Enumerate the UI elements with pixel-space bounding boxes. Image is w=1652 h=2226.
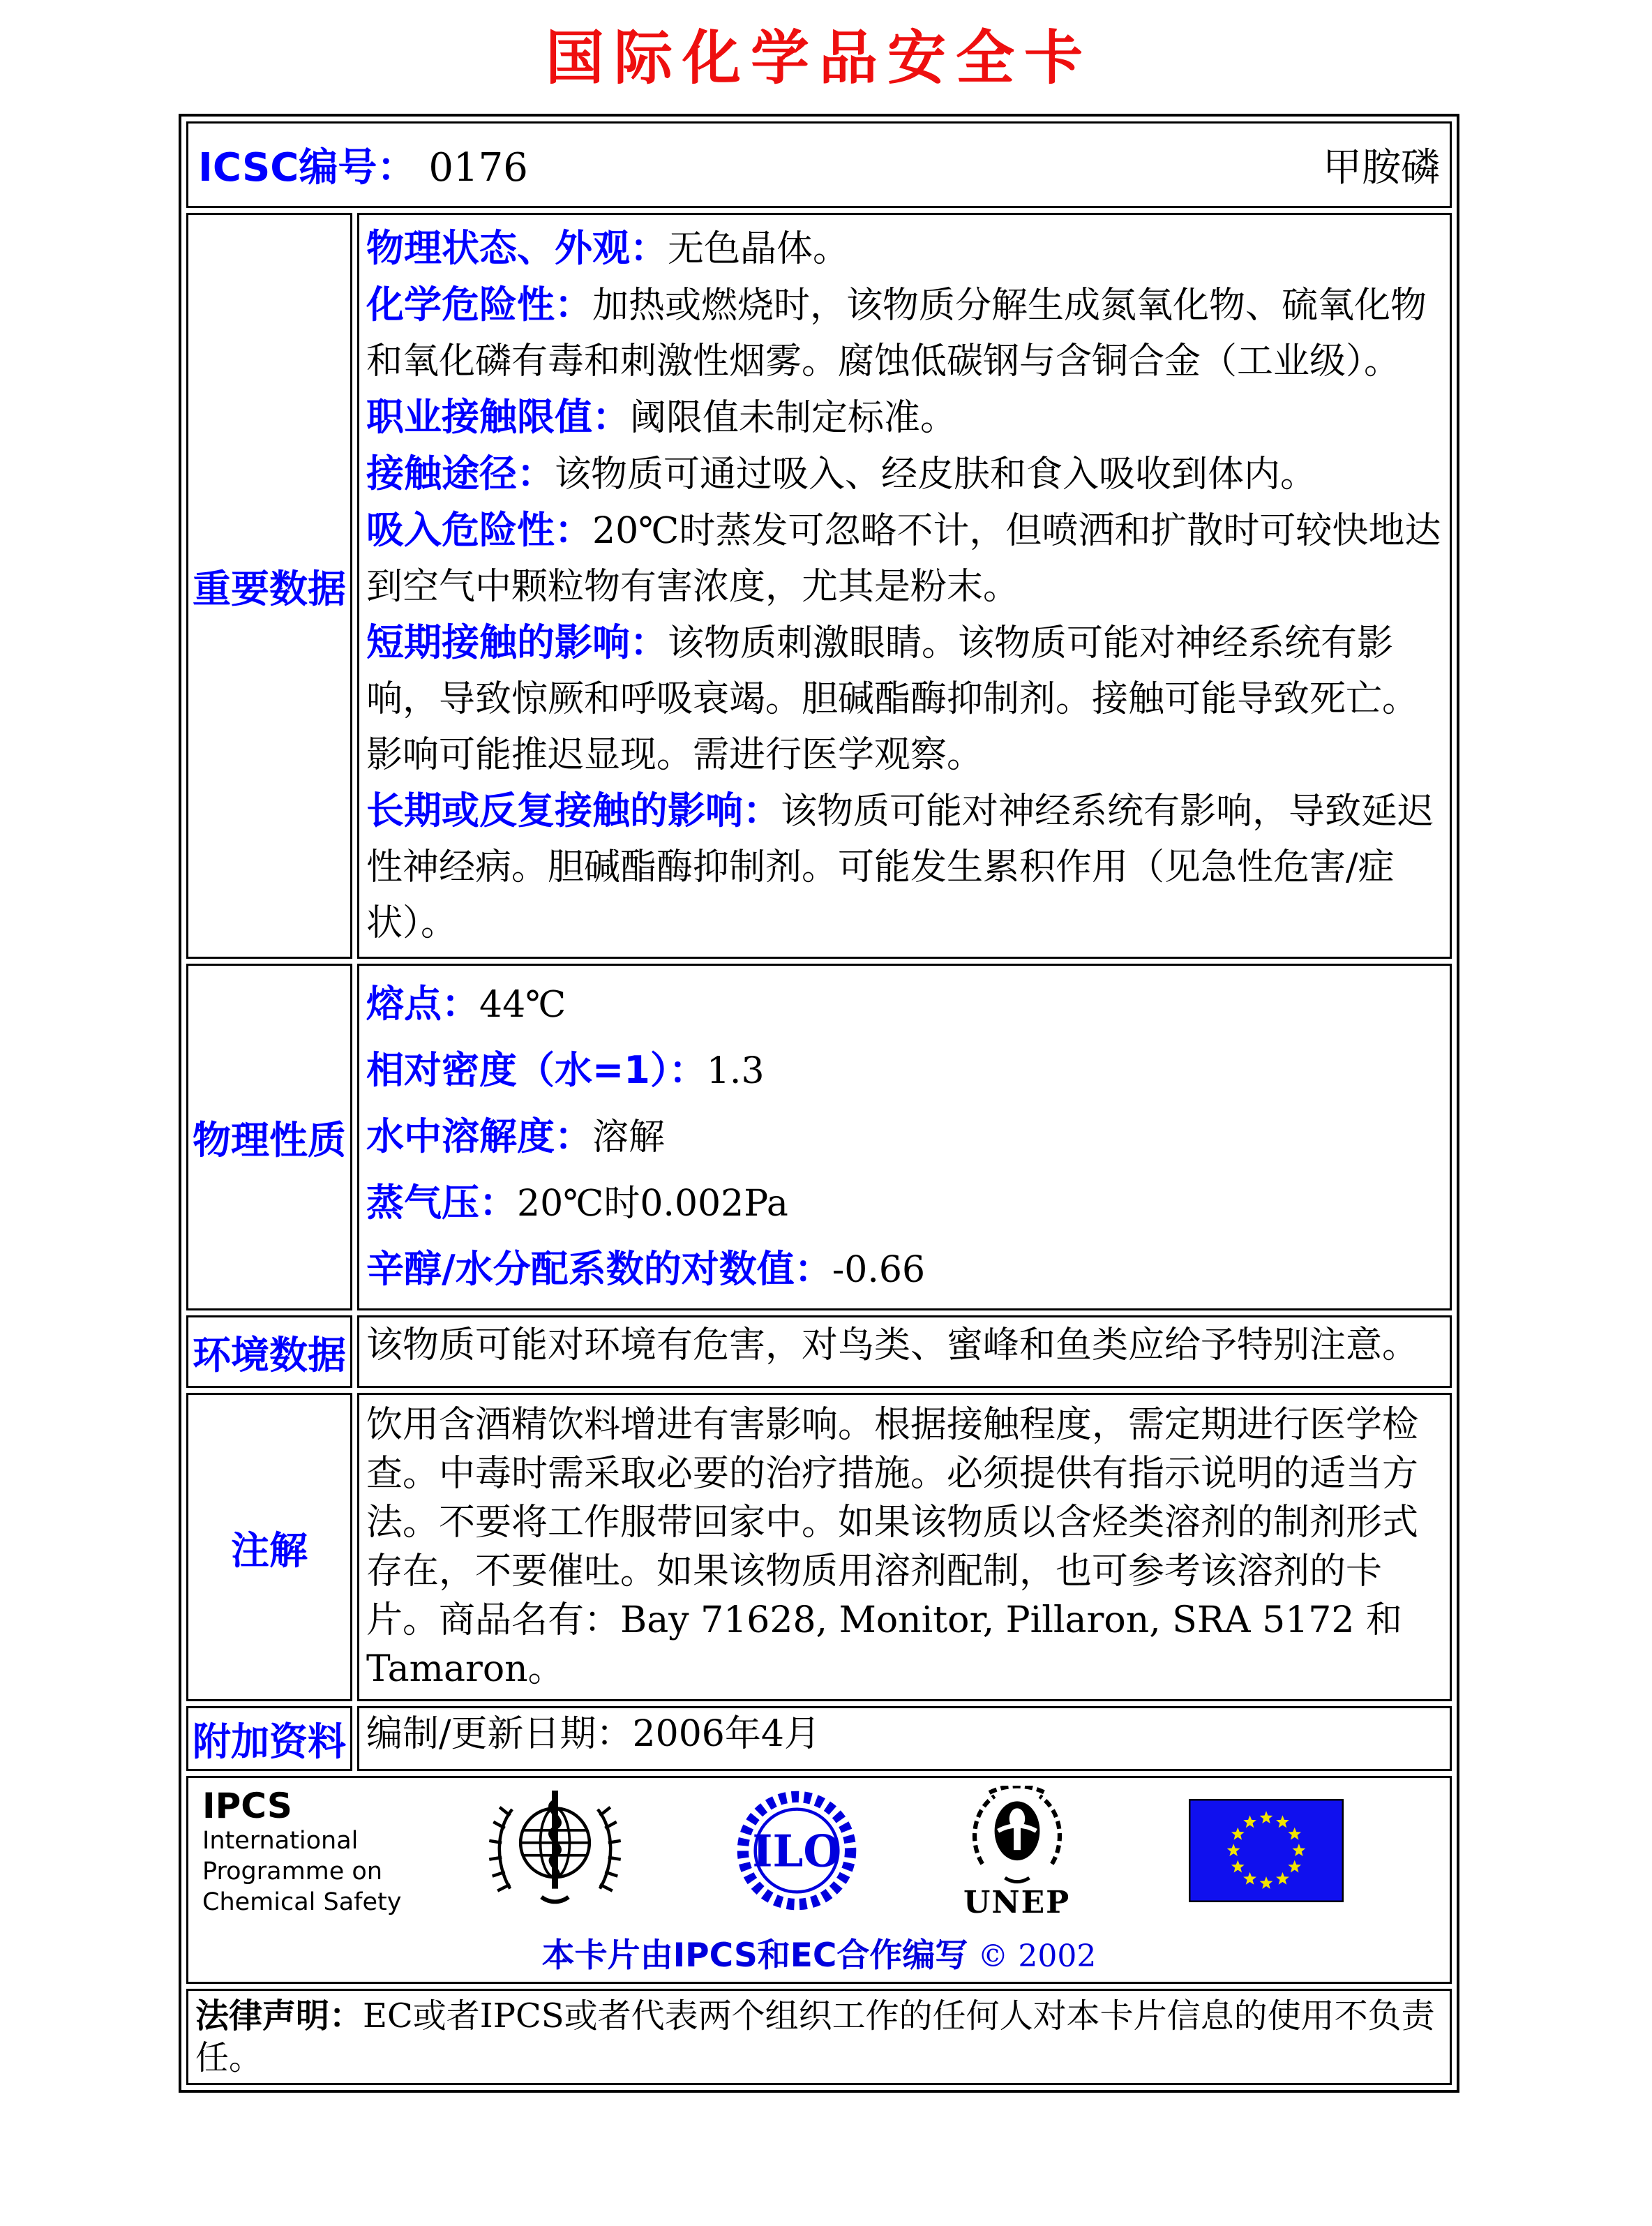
physical-properties-row (186, 964, 1452, 1310)
icsc-number-value: 0176 (428, 145, 528, 191)
field-label: 职业接触限值： (366, 395, 630, 439)
field-label: 相对密度（水=1）： (366, 1048, 707, 1092)
data-item (366, 1104, 1446, 1170)
environmental-data-text: 该物质可能对环境有危害，对鸟类、蜜峰和鱼类应给予特别注意。 (357, 1315, 1452, 1388)
section-label-additional-info: 附加资料 (186, 1706, 352, 1771)
legal-row (186, 1989, 1452, 2085)
section-label-notes: 注解 (186, 1393, 352, 1701)
data-item (366, 615, 1446, 783)
unep-label: UNEP (963, 1884, 1071, 1920)
eu-flag-icon (1189, 1799, 1344, 1905)
field-label: 水中溶解度： (366, 1114, 592, 1158)
legal-label: 法律声明： (195, 1996, 363, 2035)
field-label: 化学危险性： (366, 283, 592, 327)
field-value: 加热或燃烧时，该物质分解生成氮氧化物、硫氧化物和氧化磷有毒和刺激性烟雾。腐蚀低碳钢与含铜合金（工业级）。 (366, 285, 1427, 382)
page-title: 国际化学品安全卡 (545, 24, 1092, 92)
footer-caption (198, 1929, 1440, 1976)
data-item (366, 971, 1446, 1038)
data-item (366, 389, 1446, 446)
chemical-name: 甲胺磷 (1323, 145, 1440, 191)
who-logo-icon (487, 1784, 623, 1920)
notes-text: 饮用含酒精饮料增进有害影响。根据接触程度，需定期进行医学检查。中毒时需采取必要的治疗措施。必须提供有指示说明的适当方法。不要将工作服带回家中。如果该物质以含烃类溶剂的制剂形式存在，不要催吐。如果该物质用溶剂配制，也可参考该溶剂的卡片。商品名有：Bay 71628, Monitor, Pillaron, SRA 5172 和 Tamaron。 (357, 1393, 1452, 1701)
field-value: 该物质可能对神经系统有影响，导致延迟性神经病。胆碱酯酶抑制剂。可能发生累积作用（见急性危害/症状）。 (366, 791, 1434, 944)
legal-text: EC或者IPCS或者代表两个组织工作的任何人对本卡片信息的使用不负责任。 (195, 1996, 1435, 2077)
data-item (366, 783, 1446, 951)
physical-properties-content (357, 964, 1452, 1310)
field-label: 物理状态、外观： (366, 226, 668, 270)
important-data-row (186, 213, 1452, 959)
caption-text: 本卡片由IPCS和EC合作编写 (541, 1936, 968, 1975)
field-value: 20℃时蒸发可忽略不计，但喷洒和扩散时可较快地达到空气中颗粒物有害浓度，尤其是粉末。 (366, 510, 1441, 608)
field-label: 蒸气压： (366, 1181, 517, 1225)
section-label-physical-properties: 物理性质 (186, 964, 352, 1310)
icsc-number-label: ICSC编号： (198, 145, 416, 191)
icsc-table (179, 114, 1459, 2093)
field-label: 短期接触的影响： (366, 620, 668, 664)
ipcs-subtitle-line: Chemical Safety (202, 1888, 402, 1916)
notes-row (186, 1393, 1452, 1701)
additional-info-text: 编制/更新日期：2006年4月 (357, 1706, 1452, 1771)
field-label: 长期或反复接触的影响： (366, 789, 781, 832)
field-value: 阈限值未制定标准。 (630, 397, 957, 439)
field-value: -0.66 (832, 1249, 926, 1291)
field-value: 无色晶体。 (668, 228, 850, 270)
field-value: 该物质可通过吸入、经皮肤和食入吸收到体内。 (555, 454, 1317, 495)
ilo-label: ILO (752, 1825, 841, 1876)
ipcs-acronym: IPCS (202, 1785, 292, 1826)
data-item (366, 1170, 1446, 1237)
section-label-important-data: 重要数据 (186, 213, 352, 959)
header-row (186, 121, 1452, 208)
environmental-data-row (186, 1315, 1452, 1388)
field-label: 吸入危险性： (366, 508, 592, 552)
data-item (366, 277, 1446, 389)
ilo-logo-icon (735, 1788, 859, 1915)
ipcs-subtitle (202, 1825, 412, 1918)
data-item (366, 1038, 1446, 1104)
ipcs-subtitle-line: Programme on (202, 1857, 383, 1885)
field-label: 熔点： (366, 982, 479, 1026)
field-value: 20℃时0.002Pa (517, 1183, 788, 1225)
field-value: 该物质刺激眼睛。该物质可能对神经系统有影响，导致惊厥和呼吸衰竭。胆碱酯酶抑制剂。接触可能导致死亡。影响可能推迟显现。需进行医学观察。 (366, 622, 1419, 776)
field-value: 44℃ (479, 984, 566, 1026)
unep-logo-icon (963, 1786, 1070, 1918)
important-data-content (357, 213, 1452, 959)
additional-info-row (186, 1706, 1452, 1771)
field-value: 溶解 (592, 1116, 666, 1158)
data-item (366, 446, 1446, 502)
data-item (366, 1237, 1446, 1303)
safety-card-page (179, 11, 1459, 2093)
ipcs-subtitle-line: International (202, 1826, 359, 1855)
field-label: 接触途径： (366, 451, 555, 495)
field-label: 辛醇/水分配系数的对数值： (366, 1247, 832, 1291)
data-item (366, 502, 1446, 615)
logos-row (186, 1776, 1452, 1984)
field-value: 1.3 (706, 1050, 765, 1092)
ipcs-block (202, 1786, 412, 1918)
section-label-environmental-data: 环境数据 (186, 1315, 352, 1388)
data-item (366, 221, 1446, 277)
copyright-year: © 2002 (977, 1939, 1097, 1974)
